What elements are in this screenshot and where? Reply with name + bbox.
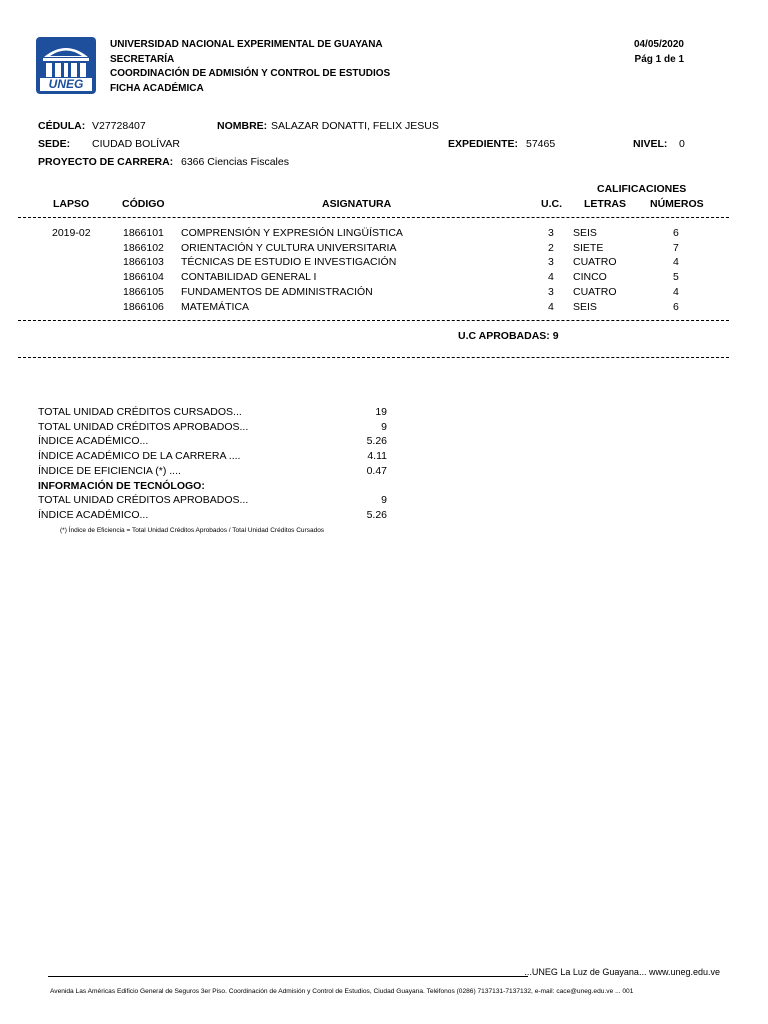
nivel-value: 0 [679, 138, 685, 150]
table-row [0, 256, 768, 271]
row-codigo: 1866105 [123, 285, 164, 298]
nivel-label: NIVEL: [633, 138, 668, 150]
summary-value: 0.47 [366, 464, 387, 477]
row-codigo: 1866104 [123, 271, 164, 284]
row-numeros: 4 [673, 256, 679, 269]
header-line-university: UNIVERSIDAD NACIONAL EXPERIMENTAL DE GUAYANA [110, 39, 383, 50]
expediente-value: 57465 [526, 138, 556, 150]
divider [18, 320, 729, 321]
uneg-logo [36, 37, 96, 94]
institution-header [110, 38, 390, 96]
header-line-secretaria: SECRETARÍA [110, 53, 175, 65]
table-row [0, 242, 768, 257]
cedula-label: CÉDULA: [38, 120, 86, 132]
nombre-label: NOMBRE: [217, 120, 268, 132]
nombre-value: SALAZAR DONATTI, FELIX JESUS [271, 120, 439, 132]
page-number: Pág 1 de 1 [634, 53, 684, 65]
row-numeros: 5 [673, 271, 679, 284]
lapso-value: 2019-02 [52, 227, 91, 239]
col-numeros: NÚMEROS [650, 198, 704, 210]
summary-value: 9 [381, 420, 387, 433]
divider [18, 357, 729, 358]
summary-value: 19 [375, 406, 387, 418]
summary-value: 9 [381, 494, 387, 507]
row-numeros: 6 [673, 227, 679, 239]
row-codigo: 1866101 [123, 227, 164, 239]
tecnologo-header: INFORMACIÓN DE TECNÓLOGO: [38, 479, 205, 492]
col-codigo: CÓDIGO [122, 198, 165, 210]
logo-text: UNEG [48, 77, 84, 91]
row-uc: 3 [548, 285, 554, 298]
proyecto-label: PROYECTO DE CARRERA: [38, 156, 174, 168]
efficiency-footnote: (*) Índice de Eficiencia = Total Unidad Créditos Aprobados / Total Unidad Créditos Cursados [60, 527, 325, 534]
summary-label: ÍNDICE ACADÉMICO... [38, 435, 149, 448]
row-numeros: 6 [673, 300, 679, 313]
col-uc: U.C. [541, 198, 562, 210]
row-uc: 4 [548, 271, 554, 284]
table-row [0, 227, 768, 242]
row-asignatura: FUNDAMENTOS DE ADMINISTRACIÓN [181, 285, 373, 298]
table-row [0, 271, 768, 286]
row-letras: SEIS [573, 227, 597, 239]
footer-rule [48, 976, 528, 977]
row-asignatura: CONTABILIDAD GENERAL I [181, 271, 317, 284]
row-asignatura: MATEMÁTICA [181, 300, 250, 313]
row-numeros: 7 [673, 241, 679, 254]
row-numeros: 4 [673, 285, 679, 298]
row-asignatura: TÉCNICAS DE ESTUDIO E INVESTIGACIÓN [181, 256, 397, 269]
uc-aprobadas: U.C APROBADAS: 9 [458, 330, 559, 342]
header-line-coordinacion: COORDINACIÓN DE ADMISIÓN Y CONTROL DE ESTUDIOS [110, 68, 391, 79]
col-letras: LETRAS [584, 198, 626, 210]
summary-block [0, 406, 400, 536]
expediente-label: EXPEDIENTE: [448, 138, 519, 150]
table-row [0, 286, 768, 301]
summary-label: ÍNDICE DE EFICIENCIA (*) .... [38, 464, 181, 477]
summary-label: ÍNDICE ACADÉMICO... [38, 508, 149, 521]
summary-label: TOTAL UNIDAD CRÉDITOS CURSADOS... [38, 406, 242, 418]
col-asignatura: ASIGNATURA [322, 198, 392, 210]
cedula-value: V27728407 [92, 120, 146, 132]
calificaciones-header: CALIFICACIONES [597, 183, 687, 195]
summary-value: 5.26 [366, 508, 387, 521]
row-letras: CINCO [573, 271, 607, 284]
divider [18, 217, 729, 218]
row-uc: 3 [548, 227, 554, 239]
header-date: 04/05/2020 [633, 39, 684, 50]
row-uc: 4 [548, 300, 554, 313]
row-codigo: 1866106 [123, 300, 164, 313]
row-letras: CUATRO [573, 285, 617, 298]
summary-value: 4.11 [367, 450, 387, 463]
sede-label: SEDE: [38, 138, 71, 150]
summary-label: ÍNDICE ACADÉMICO DE LA CARRERA .... [38, 450, 241, 463]
row-asignatura: COMPRENSIÓN Y EXPRESIÓN LINGÜÍSTICA [181, 227, 403, 239]
table-row [0, 301, 768, 316]
footer-address: Avenida Las Américas Edificio General de Seguros 3er Piso. Coordinación de Admisión y Control de Estudios, Ciudad Guayana. Teléfonos (0286) 7137131-7137132, e-mail: cace@uneg.edu.ve ... 001 [50, 988, 634, 995]
row-letras: SEIS [573, 300, 597, 313]
row-asignatura: ORIENTACIÓN Y CULTURA UNIVERSITARIA [181, 241, 397, 254]
sede-value: CIUDAD BOLÍVAR [92, 138, 180, 150]
summary-value: 5.26 [366, 435, 387, 448]
summary-label: TOTAL UNIDAD CRÉDITOS APROBADOS... [38, 494, 249, 507]
row-letras: CUATRO [573, 256, 617, 269]
row-codigo: 1866103 [123, 256, 164, 269]
summary-label: TOTAL UNIDAD CRÉDITOS APROBADOS... [38, 420, 249, 433]
footer-slogan: ...UNEG La Luz de Guayana... www.uneg.edu.ve [524, 967, 720, 977]
header-line-ficha: FICHA ACADÉMICA [110, 82, 204, 94]
row-codigo: 1866102 [123, 241, 164, 254]
row-uc: 2 [548, 241, 554, 254]
proyecto-value: 6366 Ciencias Fiscales [181, 156, 289, 168]
row-letras: SIETE [573, 241, 604, 254]
row-uc: 3 [548, 256, 554, 269]
col-lapso: LAPSO [53, 198, 90, 210]
